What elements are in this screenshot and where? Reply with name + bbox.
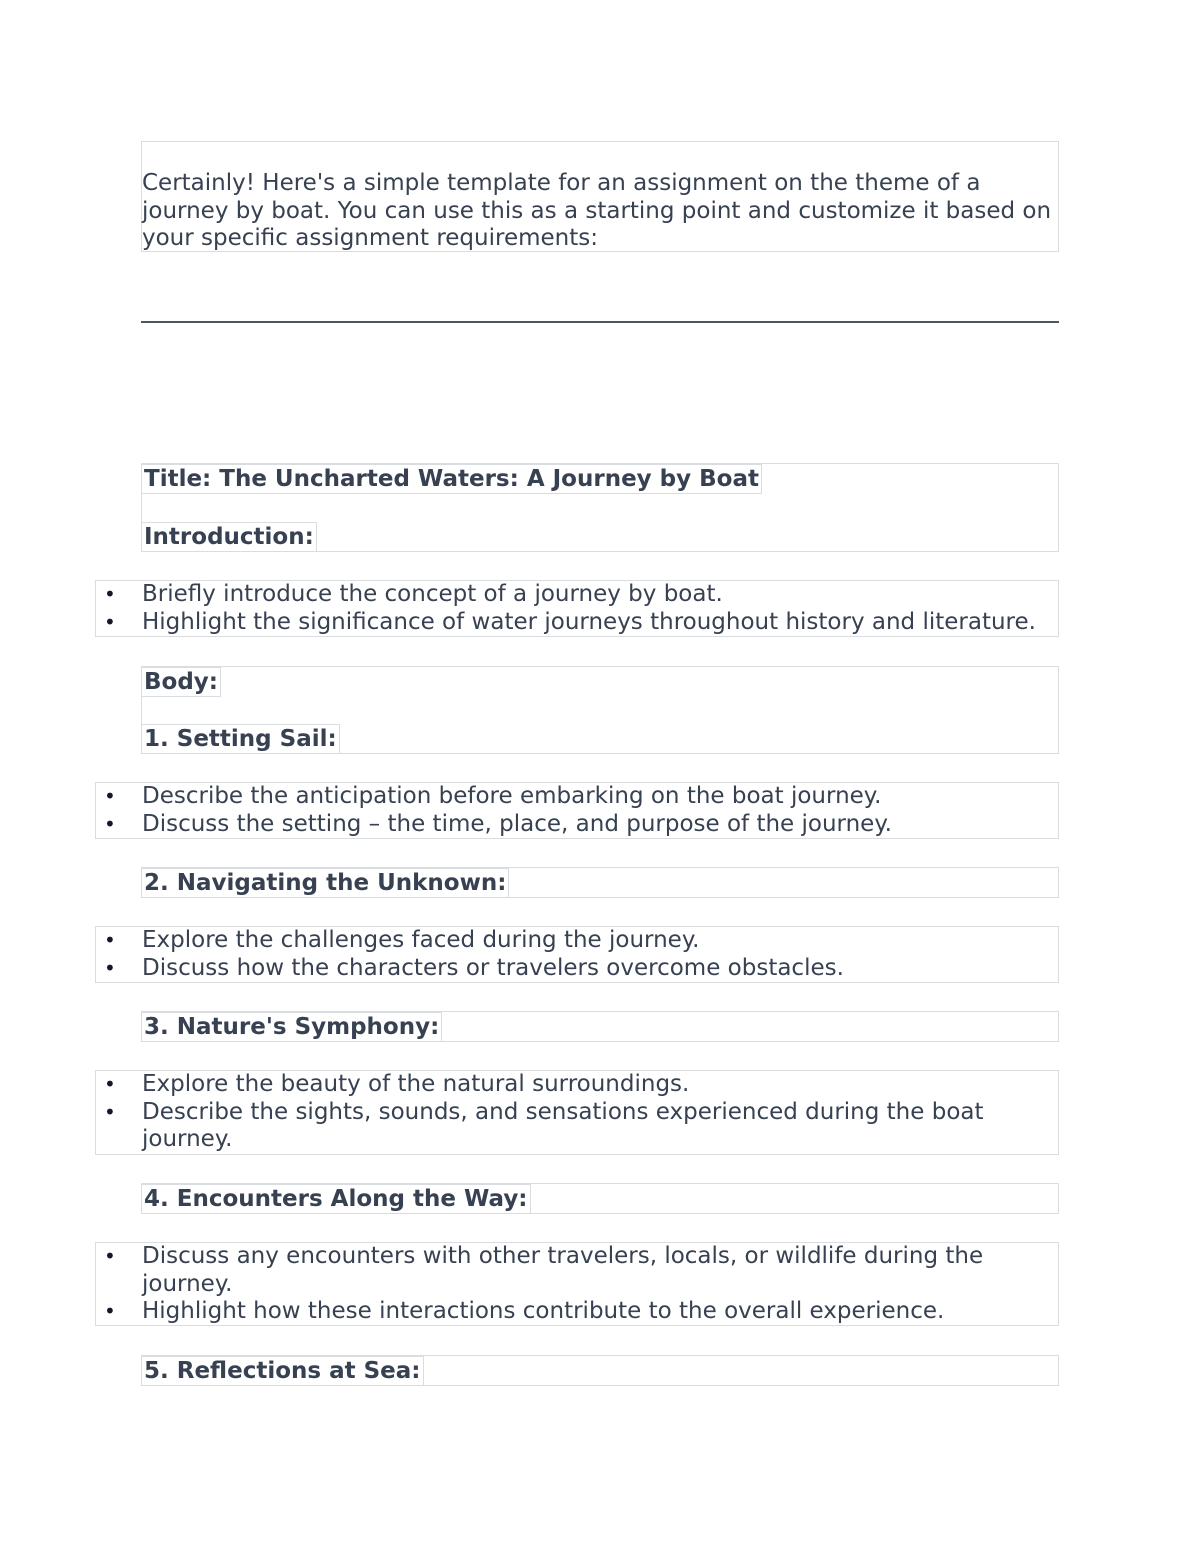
nature-heading: 3. Nature's Symphony: (141, 1012, 442, 1042)
horizontal-rule (141, 321, 1059, 323)
list-item-text: Describe the anticipation before embarking on the boat journey. (142, 783, 882, 809)
list-item-text: Highlight the significance of water journeys throughout history and literature. (142, 608, 1036, 635)
document-title: Title: The Uncharted Waters: A Journey by Boat (141, 464, 762, 494)
bullet-icon: • (104, 811, 116, 836)
bullet-icon: • (104, 1244, 116, 1268)
list-item-text: Highlight how these interactions contribute to the overall experience. (142, 1298, 945, 1324)
bullet-icon: • (104, 955, 116, 980)
introduction-heading: Introduction: (141, 522, 317, 552)
introduction-list (95, 580, 1059, 637)
encounters-heading: 4. Encounters Along the Way: (141, 1184, 531, 1214)
list-item-text: Discuss the setting – the time, place, and purpose of the journey. (142, 810, 892, 837)
list-item (96, 1071, 1058, 1099)
bullet-icon: • (104, 1099, 116, 1124)
list-item (96, 1298, 1058, 1326)
list-item-text: Briefly introduce the concept of a journey by boat. (142, 581, 723, 607)
setting-sail-heading: 1. Setting Sail: (141, 724, 340, 754)
list-item-text: Explore the challenges faced during the journey. (142, 927, 700, 953)
list-item (96, 1099, 1058, 1154)
list-item (96, 1243, 1058, 1298)
reflections-heading: 5. Reflections at Sea: (141, 1356, 424, 1386)
bullet-icon: • (104, 1299, 116, 1323)
encounters-list (95, 1242, 1059, 1326)
bullet-icon: • (104, 609, 116, 634)
bullet-icon: • (104, 928, 116, 952)
bullet-icon: • (104, 784, 116, 808)
list-item (96, 955, 1058, 983)
intro-paragraph: Certainly! Here's a simple template for an assignment on the theme of a journey by boat. You can use this as a starting point and customize it based on your specific assignment requirements: (142, 170, 1052, 251)
navigating-list (95, 926, 1059, 983)
body-heading: Body: (141, 667, 221, 697)
list-item-text: Discuss any encounters with other travelers, locals, or wildlife during the journey. (142, 1243, 984, 1297)
list-item (96, 783, 1058, 811)
intro-block (141, 141, 1059, 252)
list-item-text: Describe the sights, sounds, and sensations experienced during the boat journey. (142, 1098, 984, 1152)
nature-list (95, 1070, 1059, 1155)
list-item (96, 609, 1058, 637)
list-item-text: Discuss how the characters or travelers overcome obstacles. (142, 954, 844, 981)
list-item (96, 927, 1058, 955)
list-item (96, 811, 1058, 839)
bullet-icon: • (104, 582, 116, 606)
list-item (96, 581, 1058, 609)
navigating-heading: 2. Navigating the Unknown: (141, 868, 509, 898)
bullet-icon: • (104, 1072, 116, 1096)
list-item-text: Explore the beauty of the natural surroundings. (142, 1071, 690, 1097)
setting-sail-list (95, 782, 1059, 839)
